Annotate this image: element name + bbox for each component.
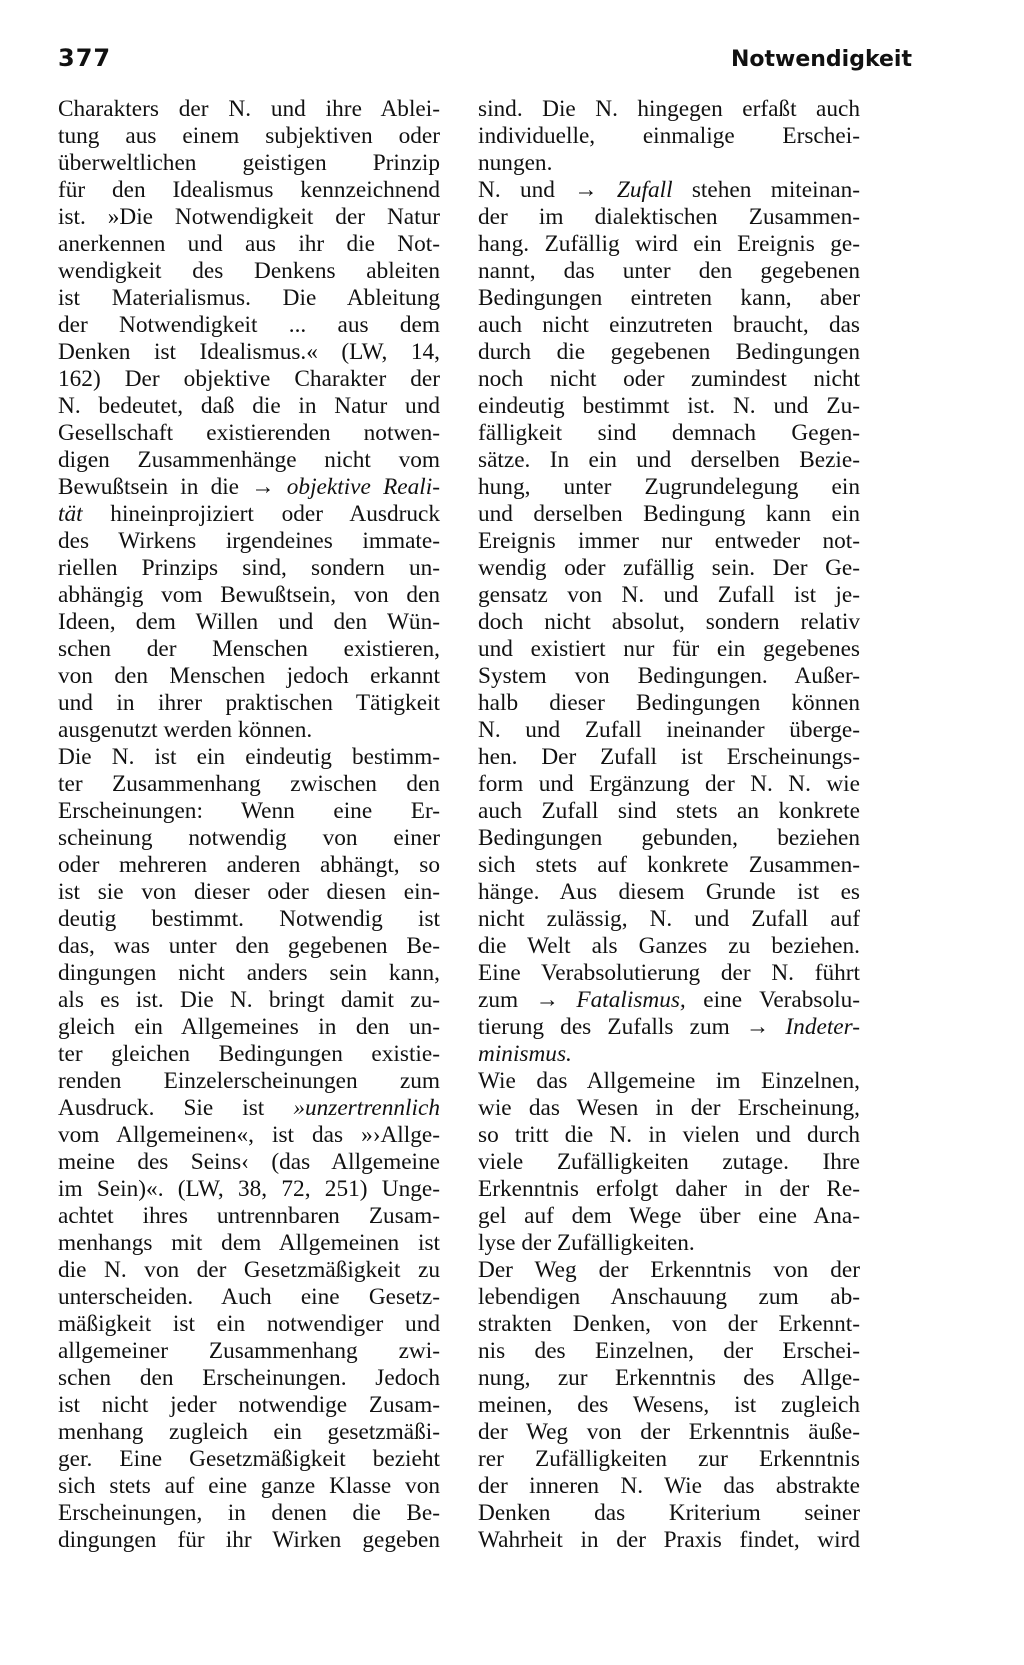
text-line: [478, 528, 860, 555]
italic-term: Indeter-: [785, 1014, 860, 1040]
text-line: [58, 879, 440, 906]
text-segment: Bedingungen gebunden, beziehen: [478, 825, 860, 851]
text-segment: Ausdruck. Sie ist: [58, 1095, 294, 1121]
text-line: [58, 1527, 440, 1554]
text-segment: der im dialektischen Zusammen-: [478, 204, 860, 230]
text-segment: wendigkeit des Denkens ableiten: [58, 258, 440, 284]
text-segment: der inneren N. Wie das abstrakte: [478, 1473, 860, 1499]
text-line: [58, 1014, 440, 1041]
text-line: [58, 1122, 440, 1149]
text-line: [478, 555, 860, 582]
text-segment: noch nicht oder zumindest nicht: [478, 366, 860, 392]
text-line: [478, 987, 860, 1014]
text-line: [478, 717, 860, 744]
text-segment: wendig oder zufällig sein. Der Ge-: [478, 555, 860, 581]
text-line: [478, 366, 860, 393]
text-line: [478, 1446, 860, 1473]
text-line: [58, 906, 440, 933]
text-line: [478, 1365, 860, 1392]
text-segment: als es ist. Die N. bringt damit zu-: [58, 987, 440, 1013]
text-segment: dingungen nicht anders sein kann,: [58, 960, 440, 986]
text-line: [478, 798, 860, 825]
text-line: [58, 636, 440, 663]
text-line: [58, 1095, 440, 1122]
text-line: [478, 1257, 860, 1284]
text-segment: dingungen für ihr Wirken gegeben: [58, 1527, 440, 1553]
text-segment: nis des Einzelnen, der Erschei-: [478, 1338, 860, 1364]
text-segment: halb dieser Bedingungen können: [478, 690, 860, 716]
text-line: [478, 123, 860, 150]
text-line: [478, 447, 860, 474]
text-line: [478, 1014, 860, 1041]
italic-term: Fatalismus,: [576, 987, 686, 1013]
text-line: [58, 258, 440, 285]
text-segment: ist Materialismus. Die Ableitung: [58, 285, 440, 311]
italic-term: minismus.: [478, 1041, 572, 1067]
text-line: [58, 852, 440, 879]
left-column: [58, 96, 440, 1554]
text-line: [478, 744, 860, 771]
text-segment: form und Ergänzung der N. N. wie: [478, 771, 860, 797]
text-segment: abhängig vom Bewußtsein, von den: [58, 582, 440, 608]
text-line: [58, 1419, 440, 1446]
text-segment: scheinung notwendig von einer: [58, 825, 440, 851]
text-line: [58, 285, 440, 312]
text-line: [58, 1311, 440, 1338]
text-segment: schen den Erscheinungen. Jedoch: [58, 1365, 440, 1391]
text-segment: N. und →: [478, 177, 617, 203]
text-segment: allgemeiner Zusammenhang zwi-: [58, 1338, 440, 1364]
text-line: [58, 960, 440, 987]
text-line: [478, 1041, 860, 1068]
text-segment: strakten Denken, von der Erkennt-: [478, 1311, 860, 1337]
text-segment: individuelle, einmalige Erschei-: [478, 123, 860, 149]
text-line: [478, 231, 860, 258]
text-line: [478, 1230, 860, 1257]
text-line: [478, 393, 860, 420]
text-line: [478, 1392, 860, 1419]
text-segment: sätze. In ein und derselben Bezie-: [478, 447, 860, 473]
text-line: [478, 960, 860, 987]
text-segment: eindeutig bestimmt ist. N. und Zu-: [478, 393, 860, 419]
text-line: [478, 690, 860, 717]
text-segment: riellen Prinzips sind, sondern un-: [58, 555, 440, 581]
text-segment: von den Menschen jedoch erkannt: [58, 663, 440, 689]
text-line: [478, 1203, 860, 1230]
text-segment: durch die gegebenen Bedingungen: [478, 339, 860, 365]
text-segment: für den Idealismus kennzeichnend: [58, 177, 440, 203]
text-segment: Wahrheit in der Praxis findet, wird: [478, 1527, 860, 1553]
text-segment: doch nicht absolut, sondern relativ: [478, 609, 860, 635]
text-segment: eine Verabsolu-: [685, 987, 861, 1013]
text-segment: Erscheinungen, in denen die Be-: [58, 1500, 440, 1526]
text-line: [478, 96, 860, 123]
italic-term: objektive Reali-: [286, 474, 440, 500]
text-segment: hung, unter Zugrundelegung ein: [478, 474, 860, 500]
page-header: [58, 44, 912, 72]
text-line: [58, 690, 440, 717]
text-line: [478, 420, 860, 447]
text-line: [478, 609, 860, 636]
text-line: [478, 312, 860, 339]
text-line: [58, 1149, 440, 1176]
text-line: [58, 1230, 440, 1257]
text-line: [58, 1365, 440, 1392]
text-segment: ter Zusammenhang zwischen den: [58, 771, 440, 797]
text-line: [58, 582, 440, 609]
text-line: [58, 96, 440, 123]
text-line: [58, 1338, 440, 1365]
text-line: [58, 420, 440, 447]
text-segment: Denken das Kriterium seiner: [478, 1500, 860, 1526]
text-segment: digen Zusammenhänge nicht vom: [58, 447, 440, 473]
text-line: [478, 636, 860, 663]
text-segment: oder mehreren anderen abhängt, so: [58, 852, 440, 878]
text-segment: Gesellschaft existierenden notwen-: [58, 420, 440, 446]
text-segment: gel auf dem Wege über eine Ana-: [478, 1203, 860, 1229]
text-segment: mäßigkeit ist ein notwendiger und: [58, 1311, 440, 1337]
text-line: [58, 1446, 440, 1473]
text-line: [58, 744, 440, 771]
text-line: [58, 474, 440, 501]
text-line: [58, 393, 440, 420]
text-line: [58, 933, 440, 960]
text-segment: ist sie von dieser oder diesen ein-: [58, 879, 440, 905]
text-segment: der Notwendigkeit ... aus dem: [58, 312, 440, 338]
text-line: [478, 933, 860, 960]
text-segment: und existiert nur für ein gegebenes: [478, 636, 860, 662]
text-segment: Denken ist Idealismus.« (LW, 14,: [58, 339, 440, 365]
text-line: [478, 1122, 860, 1149]
text-line: [58, 150, 440, 177]
text-line: [478, 825, 860, 852]
text-segment: sich stets auf konkrete Zusammen-: [478, 852, 860, 878]
text-line: [58, 123, 440, 150]
text-line: [58, 231, 440, 258]
text-segment: hänge. Aus diesem Grunde ist es: [478, 879, 860, 905]
text-segment: menhangs mit dem Allgemeinen ist: [58, 1230, 440, 1256]
text-line: [478, 1527, 860, 1554]
text-segment: wie das Wesen in der Erscheinung,: [478, 1095, 860, 1121]
text-segment: das, was unter den gegebenen Be-: [58, 933, 440, 959]
text-segment: schen der Menschen existieren,: [58, 636, 440, 662]
text-line: [58, 204, 440, 231]
text-segment: 162) Der objektive Charakter der: [58, 366, 440, 392]
text-segment: so tritt die N. in vielen und durch: [478, 1122, 860, 1148]
text-line: [58, 1392, 440, 1419]
text-line: [478, 339, 860, 366]
text-segment: meinen, des Wesens, ist zugleich: [478, 1392, 860, 1418]
text-line: [58, 447, 440, 474]
text-line: [478, 177, 860, 204]
text-segment: System von Bedingungen. Außer-: [478, 663, 860, 689]
text-segment: nicht zulässig, N. und Zufall auf: [478, 906, 860, 932]
text-line: [478, 150, 860, 177]
text-segment: viele Zufälligkeiten zutage. Ihre: [478, 1149, 860, 1175]
text-line: [58, 366, 440, 393]
text-segment: hen. Der Zufall ist Erscheinungs-: [478, 744, 860, 770]
text-segment: rer Zufälligkeiten zur Erkenntnis: [478, 1446, 860, 1472]
text-line: [58, 1473, 440, 1500]
text-line: [478, 663, 860, 690]
text-segment: Erscheinungen: Wenn eine Er-: [58, 798, 440, 824]
text-segment: deutig bestimmt. Notwendig ist: [58, 906, 440, 932]
text-line: [478, 204, 860, 231]
text-segment: hineinprojiziert oder Ausdruck: [82, 501, 440, 527]
text-segment: die N. von der Gesetzmäßigkeit zu: [58, 1257, 440, 1283]
text-line: [478, 771, 860, 798]
text-segment: tung aus einem subjektiven oder: [58, 123, 440, 149]
text-segment: fälligkeit sind demnach Gegen-: [478, 420, 860, 446]
text-segment: ist. »Die Notwendigkeit der Natur: [58, 204, 440, 230]
text-segment: gensatz von N. und Zufall ist je-: [478, 582, 860, 608]
text-line: [478, 1068, 860, 1095]
text-segment: Ideen, dem Willen und den Wün-: [58, 609, 440, 635]
text-line: [478, 1149, 860, 1176]
text-line: [58, 987, 440, 1014]
text-line: [478, 1176, 860, 1203]
text-line: [58, 1068, 440, 1095]
page-number: 377: [58, 44, 112, 72]
text-segment: lebendigen Anschauung zum ab-: [478, 1284, 860, 1310]
text-segment: Bewußtsein in die →: [58, 474, 287, 500]
text-line: [58, 825, 440, 852]
text-segment: vom Allgemeinen«, ist das »›Allge-: [58, 1122, 440, 1148]
text-segment: nannt, das unter den gegebenen: [478, 258, 860, 284]
text-line: [58, 663, 440, 690]
text-segment: Der Weg der Erkenntnis von der: [478, 1257, 860, 1283]
text-line: [478, 1473, 860, 1500]
text-line: [58, 717, 440, 744]
text-line: [58, 555, 440, 582]
text-segment: des Wirkens irgendeines immate-: [58, 528, 440, 554]
text-segment: lyse der Zufälligkeiten.: [478, 1230, 695, 1256]
text-line: [58, 1176, 440, 1203]
text-segment: und in ihrer praktischen Tätigkeit: [58, 690, 440, 716]
text-segment: anerkennen und aus ihr die Not-: [58, 231, 440, 257]
text-line: [478, 1419, 860, 1446]
text-segment: Die N. ist ein eindeutig bestimm-: [58, 744, 440, 770]
text-line: [478, 285, 860, 312]
text-line: [58, 528, 440, 555]
text-segment: zum →: [478, 987, 577, 1013]
text-segment: N. und Zufall ineinander überge-: [478, 717, 860, 743]
text-line: [478, 852, 860, 879]
text-segment: meine des Seins‹ (das Allgemeine: [58, 1149, 440, 1175]
text-segment: Charakters der N. und ihre Ablei-: [58, 96, 440, 122]
text-line: [58, 798, 440, 825]
text-segment: stehen miteinan-: [672, 177, 860, 203]
text-segment: menhang zugleich ein gesetzmäßi-: [58, 1419, 440, 1445]
text-line: [58, 1284, 440, 1311]
text-line: [58, 1203, 440, 1230]
text-segment: und derselben Bedingung kann ein: [478, 501, 860, 527]
text-segment: Ereignis immer nur entweder not-: [478, 528, 860, 554]
text-segment: Erkenntnis erfolgt daher in der Re-: [478, 1176, 860, 1202]
text-line: [478, 501, 860, 528]
text-segment: ger. Eine Gesetzmäßigkeit bezieht: [58, 1446, 440, 1472]
text-line: [478, 1311, 860, 1338]
italic-term: tät: [58, 501, 83, 527]
text-segment: ausgenutzt werden können.: [58, 717, 313, 743]
italic-term: »unzertrennlich: [293, 1095, 440, 1121]
right-column: [478, 96, 860, 1554]
text-line: [478, 1095, 860, 1122]
text-segment: überweltlichen geistigen Prinzip: [58, 150, 440, 176]
text-line: [58, 177, 440, 204]
text-line: [58, 1500, 440, 1527]
text-line: [478, 258, 860, 285]
text-line: [478, 1500, 860, 1527]
text-line: [478, 1284, 860, 1311]
text-line: [478, 906, 860, 933]
text-segment: ter gleichen Bedingungen existie-: [58, 1041, 440, 1067]
text-segment: Wie das Allgemeine im Einzelnen,: [478, 1068, 860, 1094]
text-segment: auch Zufall sind stets an konkrete: [478, 798, 860, 824]
text-segment: sind. Die N. hingegen erfaßt auch: [478, 96, 860, 122]
text-line: [58, 339, 440, 366]
text-line: [478, 474, 860, 501]
text-segment: Eine Verabsolutierung der N. führt: [478, 960, 860, 986]
text-segment: die Welt als Ganzes zu beziehen.: [478, 933, 860, 959]
text-segment: unterscheiden. Auch eine Gesetz-: [58, 1284, 440, 1310]
text-segment: Bedingungen eintreten kann, aber: [478, 285, 860, 311]
text-line: [478, 582, 860, 609]
running-title: Notwendigkeit: [730, 47, 912, 72]
italic-term: Zufall: [616, 177, 673, 203]
text-segment: achtet ihres untrennbaren Zusam-: [58, 1203, 440, 1229]
text-segment: ist nicht jeder notwendige Zusam-: [58, 1392, 440, 1418]
text-segment: hang. Zufällig wird ein Ereignis ge-: [478, 231, 860, 257]
text-segment: sich stets auf eine ganze Klasse von: [58, 1473, 440, 1499]
text-line: [478, 1338, 860, 1365]
text-segment: N. bedeutet, daß die in Natur und: [58, 393, 440, 419]
text-segment: renden Einzelerscheinungen zum: [58, 1068, 440, 1094]
text-line: [58, 609, 440, 636]
text-segment: gleich ein Allgemeines in den un-: [58, 1014, 440, 1040]
text-segment: auch nicht einzutreten braucht, das: [478, 312, 860, 338]
text-line: [58, 771, 440, 798]
text-segment: tierung des Zufalls zum →: [478, 1014, 786, 1040]
text-segment: der Weg von der Erkenntnis äuße-: [478, 1419, 860, 1445]
text-segment: im Sein)«. (LW, 38, 72, 251) Unge-: [58, 1176, 440, 1202]
text-line: [58, 312, 440, 339]
text-line: [58, 1257, 440, 1284]
text-segment: nungen.: [478, 150, 553, 176]
text-line: [58, 1041, 440, 1068]
text-line: [478, 879, 860, 906]
text-line: [58, 501, 440, 528]
text-segment: nung, zur Erkenntnis des Allge-: [478, 1365, 860, 1391]
